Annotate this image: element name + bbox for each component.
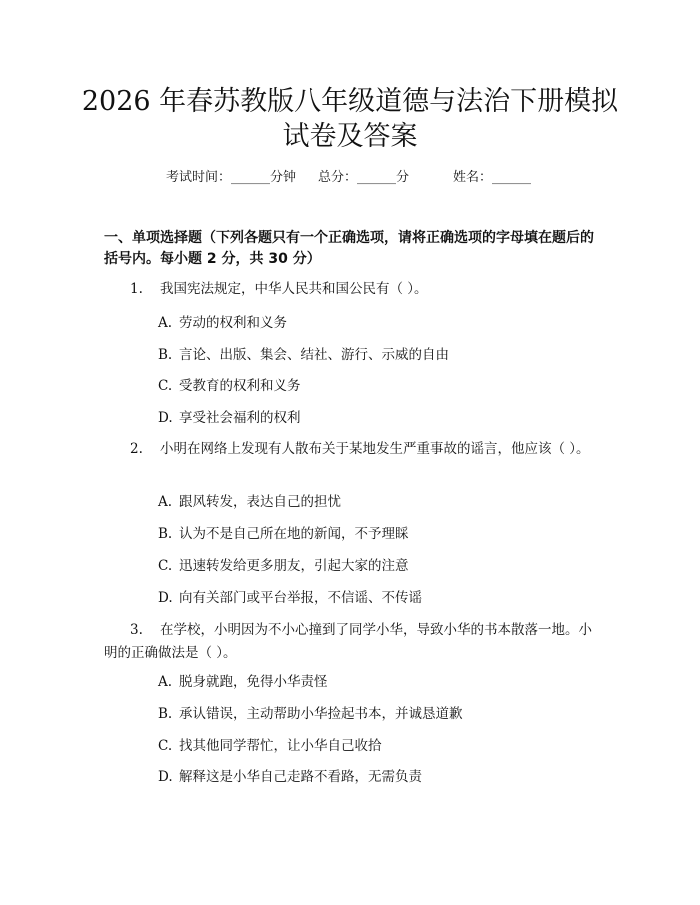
option-text: 找其他同学帮忙，让小华自己收拾 — [179, 738, 382, 754]
option-text: 向有关部门或平台举报，不信谣、不传谣 — [179, 590, 422, 606]
option-text: 劳动的权利和义务 — [179, 315, 287, 331]
question-3-option-a — [158, 672, 328, 692]
option-letter: D. — [158, 769, 173, 785]
exam-title-line-2: 试卷及答案 — [282, 121, 418, 152]
option-letter: A. — [158, 315, 173, 331]
question-number: 1. — [130, 281, 143, 297]
option-letter: B. — [158, 706, 173, 722]
question-1 — [104, 278, 598, 301]
total-score-field: 总分：______分 — [318, 170, 410, 185]
question-3 — [104, 619, 598, 665]
question-3-option-b — [158, 704, 463, 724]
option-text: 跟风转发，表达自己的担忧 — [179, 494, 341, 510]
question-1-option-b — [158, 345, 449, 365]
option-text: 迅速转发给更多朋友，引起大家的注意 — [179, 558, 409, 574]
question-3-option-c — [158, 736, 382, 756]
question-3-option-d — [158, 767, 422, 787]
question-2 — [104, 438, 598, 461]
question-2-option-a — [158, 492, 341, 512]
question-text: 我国宪法规定，中华人民共和国公民有（ ）。 — [160, 281, 428, 297]
option-letter: C. — [158, 378, 173, 394]
question-2-option-b — [158, 524, 409, 544]
option-letter: D. — [158, 410, 173, 426]
option-letter: A. — [158, 674, 173, 690]
option-text: 脱身就跑，免得小华责怪 — [179, 674, 328, 690]
question-1-option-d — [158, 408, 301, 428]
question-1-option-c — [158, 376, 301, 396]
option-letter: A. — [158, 494, 173, 510]
option-letter: C. — [158, 558, 173, 574]
option-text: 受教育的权利和义务 — [179, 378, 301, 394]
question-text: 在学校，小明因为不小心撞到了同学小华，导致小华的书本散落一地。小明的正确做法是（ ）。 — [104, 622, 592, 661]
option-text: 认为不是自己所在地的新闻，不予理睬 — [179, 526, 409, 542]
option-letter: B. — [158, 526, 173, 542]
option-letter: C. — [158, 738, 173, 754]
option-letter: D. — [158, 590, 173, 606]
question-1-option-a — [158, 313, 287, 333]
question-number: 2. — [130, 441, 143, 457]
option-text: 享受社会福利的权利 — [179, 410, 301, 426]
exam-title-line-1: 2026 年春苏教版八年级道德与法治下册模拟 — [81, 86, 619, 117]
student-name-field: 姓名：______ — [453, 170, 532, 185]
option-text: 言论、出版、集会、结社、游行、示威的自由 — [179, 347, 449, 363]
option-text: 承认错误，主动帮助小华捡起书本，并诚恳道歉 — [179, 706, 463, 722]
option-text: 解释这是小华自己走路不看路，无需负责 — [179, 769, 422, 785]
exam-time-field: 考试时间：______分钟 — [166, 170, 297, 185]
question-number: 3. — [130, 622, 143, 638]
question-2-option-c — [158, 556, 409, 576]
question-2-option-d — [158, 588, 422, 608]
question-text: 小明在网络上发现有人散布关于某地发生严重事故的谣言，他应该（ ）。 — [160, 441, 590, 457]
option-letter: B. — [158, 347, 173, 363]
section-header-single-choice: 一、单项选择题（下列各题只有一个正确选项，请将正确选项的字母填在题后的括号内。每小题 2 分，共 30 分） — [104, 230, 594, 267]
